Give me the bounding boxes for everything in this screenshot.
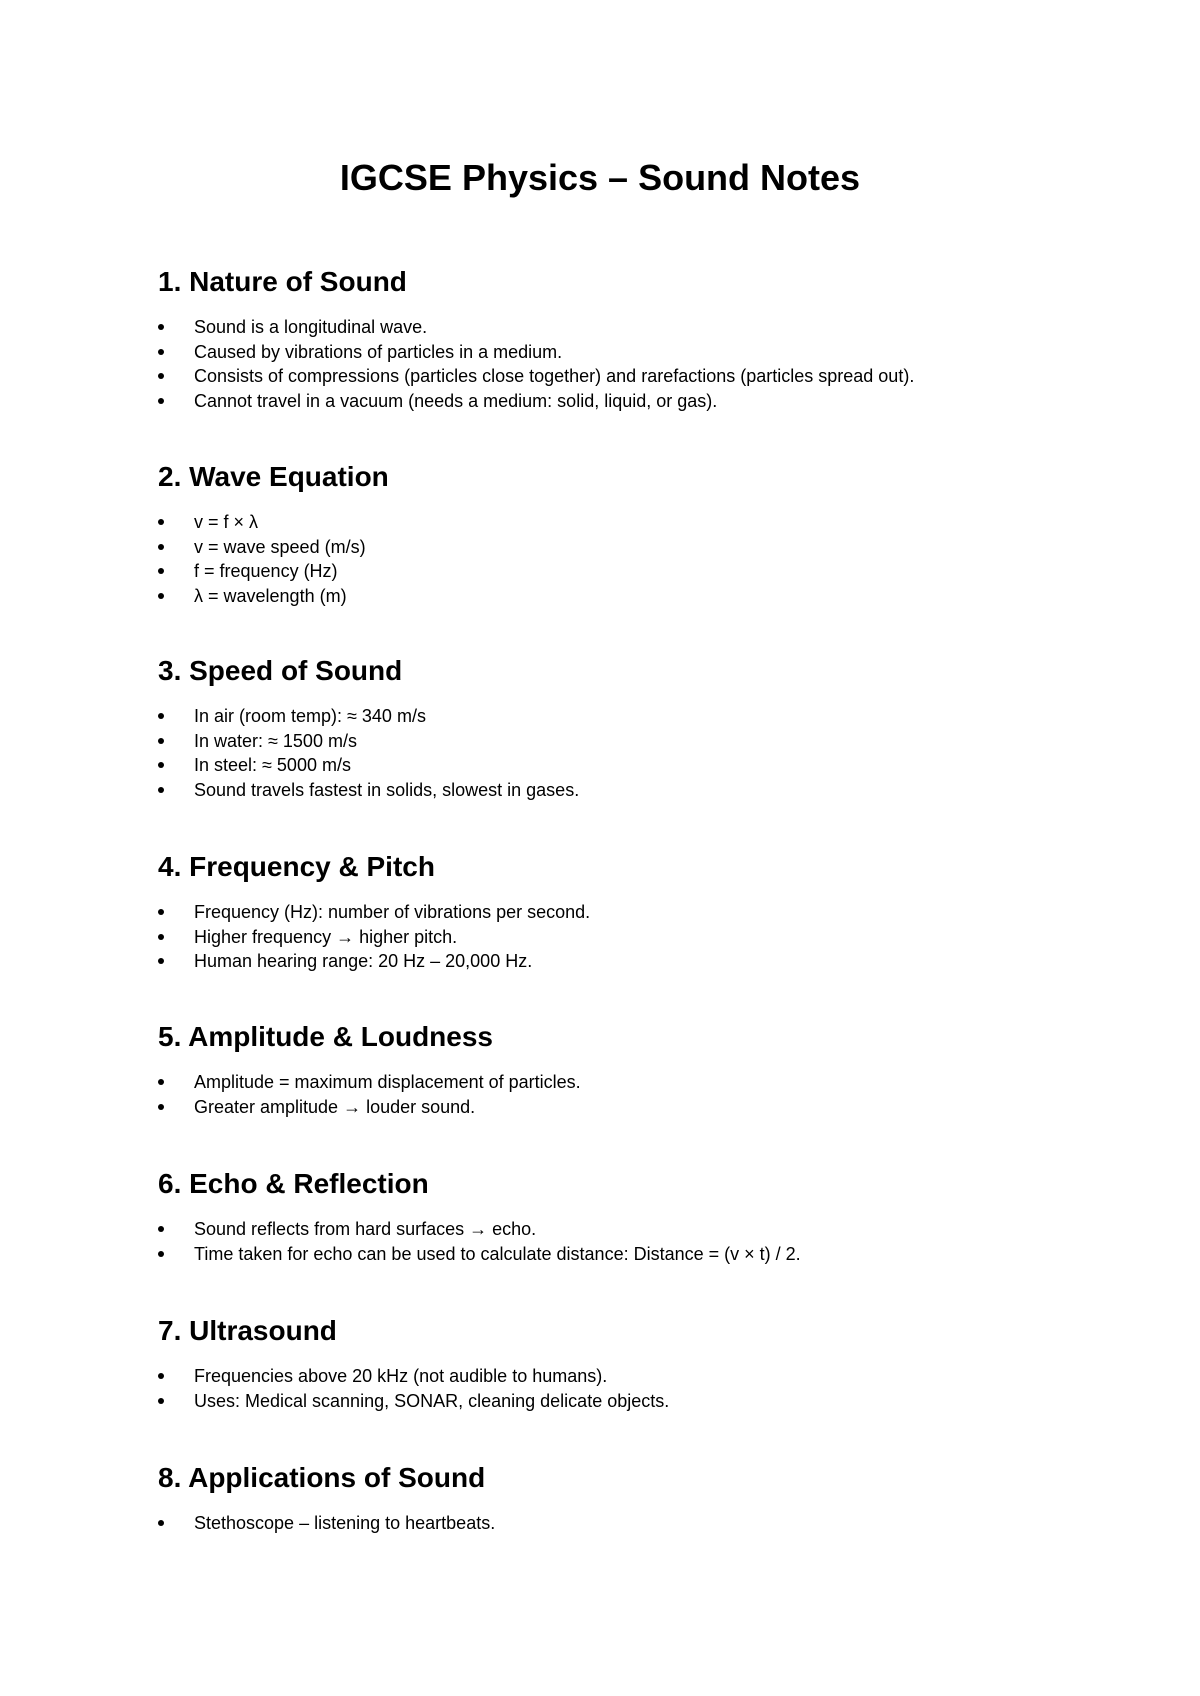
section-speed-of-sound — [158, 654, 1058, 802]
bullet-icon — [158, 762, 164, 768]
bullet-list — [158, 900, 1058, 974]
bullet-list — [158, 1070, 1058, 1119]
bullet-list — [158, 315, 1058, 413]
bullet-list — [158, 510, 1058, 608]
list-item — [158, 559, 1058, 584]
list-item — [158, 315, 1058, 340]
list-item-text: Amplitude = maximum displacement of particles. — [194, 1072, 581, 1092]
list-item — [158, 1389, 1058, 1414]
section-heading: 4. Frequency & Pitch — [158, 851, 435, 882]
list-item-text: Sound reflects from hard surfaces → echo. — [194, 1219, 537, 1239]
list-item-text: Sound is a longitudinal wave. — [194, 317, 428, 337]
list-item — [158, 340, 1058, 365]
bullet-icon — [158, 373, 164, 379]
bullet-icon — [158, 544, 164, 550]
bullet-icon — [158, 1373, 164, 1379]
list-item-text: λ = wavelength (m) — [194, 585, 347, 606]
list-item — [158, 1511, 1058, 1536]
bullet-icon — [158, 568, 164, 574]
bullet-icon — [158, 1226, 164, 1232]
section-heading: 2. Wave Equation — [158, 461, 389, 492]
list-item-text: Human hearing range: 20 Hz – 20,000 Hz. — [194, 951, 533, 971]
list-item — [158, 1217, 1058, 1242]
section-echo-reflection — [158, 1167, 1058, 1266]
bullet-icon — [158, 909, 164, 915]
list-item-text: Frequencies above 20 kHz (not audible to humans). — [194, 1366, 608, 1386]
list-item — [158, 584, 1058, 609]
bullet-list — [158, 704, 1058, 802]
page-title: IGCSE Physics – Sound Notes — [339, 157, 861, 198]
bullet-icon — [158, 398, 164, 404]
list-item-text: Caused by vibrations of particles in a medium. — [194, 341, 563, 362]
bullet-icon — [158, 713, 164, 719]
list-item — [158, 1095, 1058, 1120]
bullet-icon — [158, 958, 164, 964]
list-item-text: v = wave speed (m/s) — [194, 536, 366, 557]
list-item — [158, 729, 1058, 754]
list-item-text: Stethoscope – listening to heartbeats. — [194, 1513, 496, 1533]
bullet-list — [158, 1364, 1058, 1413]
list-item — [158, 949, 1058, 974]
section-heading: 1. Nature of Sound — [158, 266, 407, 297]
bullet-icon — [158, 1520, 164, 1526]
list-item-text: In water: ≈ 1500 m/s — [194, 730, 357, 751]
bullet-icon — [158, 324, 164, 330]
list-item — [158, 753, 1058, 778]
list-item-text: In steel: ≈ 5000 m/s — [194, 755, 351, 775]
list-item — [158, 900, 1058, 925]
section-heading: 7. Ultrasound — [158, 1315, 337, 1346]
section-heading: 6. Echo & Reflection — [158, 1168, 429, 1199]
list-item — [158, 778, 1058, 803]
bullet-icon — [158, 1079, 164, 1085]
bullet-icon — [158, 593, 164, 599]
list-item — [158, 1364, 1058, 1389]
section-heading: 3. Speed of Sound — [158, 655, 403, 686]
section-nature-of-sound — [158, 265, 1058, 413]
section-applications-of-sound — [158, 1461, 1058, 1536]
list-item — [158, 364, 1058, 389]
section-heading: 5. Amplitude & Loudness — [158, 1021, 493, 1052]
list-item-text: Sound travels fastest in solids, slowest in gases. — [194, 779, 580, 800]
section-wave-equation — [158, 460, 1058, 608]
list-item-text: Greater amplitude → louder sound. — [194, 1096, 476, 1117]
list-item — [158, 704, 1058, 729]
list-item-text: Higher frequency → higher pitch. — [194, 926, 458, 947]
bullet-icon — [158, 738, 164, 744]
bullet-icon — [158, 1251, 164, 1257]
list-item-text: Time taken for echo can be used to calculate distance: Distance = (v × t) / 2. — [194, 1243, 801, 1264]
bullet-icon — [158, 349, 164, 355]
section-heading: 8. Applications of Sound — [158, 1462, 486, 1493]
list-item — [158, 925, 1058, 950]
bullet-icon — [158, 1104, 164, 1110]
list-item-text: f = frequency (Hz) — [194, 561, 338, 581]
bullet-list — [158, 1511, 1058, 1536]
bullet-icon — [158, 519, 164, 525]
list-item-text: Frequency (Hz): number of vibrations per second. — [194, 902, 591, 922]
bullet-icon — [158, 787, 164, 793]
list-item — [158, 1242, 1058, 1267]
list-item-text: Consists of compressions (particles close together) and rarefactions (particles spread out). — [194, 366, 915, 386]
section-ultrasound — [158, 1314, 1058, 1413]
bullet-list — [158, 1217, 1058, 1266]
list-item-text: Uses: Medical scanning, SONAR, cleaning delicate objects. — [194, 1390, 670, 1411]
list-item-text: In air (room temp): ≈ 340 m/s — [194, 706, 426, 726]
list-item-text: v = f × λ — [194, 512, 259, 532]
section-frequency-pitch — [158, 850, 1058, 974]
bullet-icon — [158, 1398, 164, 1404]
section-amplitude-loudness — [158, 1020, 1058, 1119]
list-item — [158, 1070, 1058, 1095]
list-item — [158, 535, 1058, 560]
bullet-icon — [158, 934, 164, 940]
list-item-text: Cannot travel in a vacuum (needs a medium: solid, liquid, or gas). — [194, 390, 718, 411]
list-item — [158, 510, 1058, 535]
list-item — [158, 389, 1058, 414]
